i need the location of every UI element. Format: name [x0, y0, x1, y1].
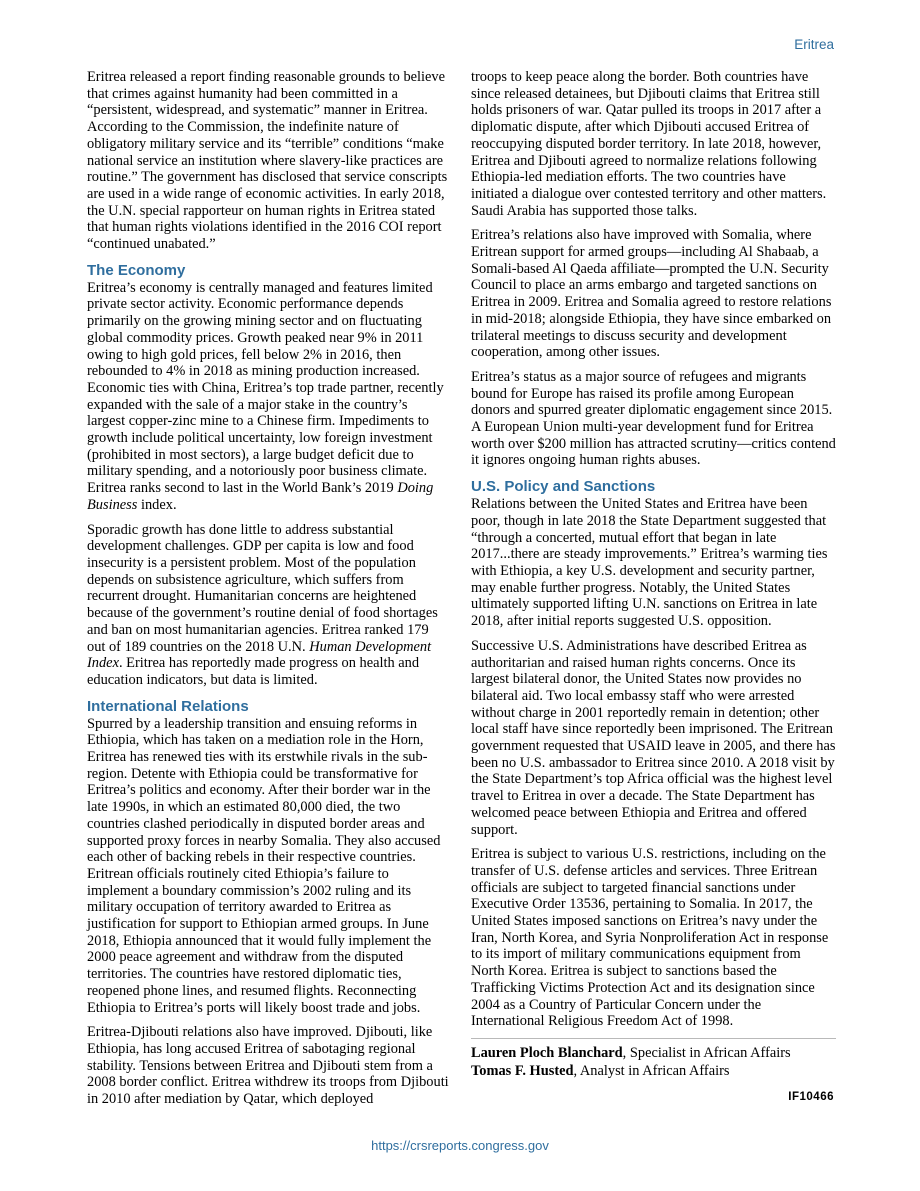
- paragraph-refugees: Eritrea’s status as a major source of refugees and migrants bound for Europe has raised its profile among European donors and spurred greater diplomatic engagement since 2015. A European Union multi-year development fund for Eritrea worth over $200 million has attracted scrutiny—critics contend it ignores ongoing human rights abuses.: [471, 368, 836, 469]
- left-column: [87, 69, 449, 1116]
- author-name: Tomas F. Husted: [471, 1062, 574, 1079]
- heading-economy: The Economy: [87, 261, 186, 279]
- author-line: [471, 1045, 836, 1062]
- author-title: , Specialist in African Affairs: [622, 1044, 791, 1061]
- paragraph-economy-2: Sporadic growth has done little to address substantial development challenges. GDP per capita is low and food insecurity is a persistent problem. Most of the population depends on subsistence agriculture, which suffers from recurrent drought. Humanitarian concerns are heightened because of the government’s routine denial of food shortages and ban on most humanitarian agencies. Eritrea ranked 179 out of 189 countries on the 2018 U.N. Human Development Index. Eritrea has reportedly made progress on health and education indicators, but data is limited.: [87, 521, 438, 688]
- paragraph-djibouti-continued: troops to keep peace along the border. Both countries have since released detainees, but Djibouti claims that Eritrea still holds prisoners of war. Qatar pulled its troops in 2017 after a diplomatic dispute, after which Djibouti accused Eritrea of reoccupying disputed border territory. In late 2018, however, Eritrea and Djibouti agreed to normalize relations following Ethiopia-led mediation efforts. The two countries have initiated a dialogue over contested territory and other matters. Saudi Arabia has supported those talks.: [471, 69, 827, 219]
- right-column: [471, 69, 836, 1080]
- paragraph-international-1: Spurred by a leadership transition and ensuing reforms in Ethiopia, which has taken on a mediation role in the Horn, Eritrea has renewed ties with its erstwhile rivals in the sub-region. Detente with Ethiopia could be transformative for Eritrea’s politics and economy. After their border war in the late 1990s, in which an estimated 80,000 died, the two countries clashed periodically in disputed border areas and supported proxy forces in nearby Somalia. They also accused each other of backing rebels in their respective countries. Eritrean officials routinely cited Ethiopia’s failure to implement a boundary commission’s 2002 ruling and its military occupation of territory awarded to Eritrea as justification for support to Ethiopian armed groups. In June 2018, Ethiopia announced that it would fully implement the 2000 peace agreement and withdraw from the disputed territories. The countries have restored diplomatic ties, reopened phone lines, and resumed flights. Reconnecting Ethiopia to Eritrea’s ports will likely boost trade and jobs.: [87, 715, 441, 1016]
- author-divider: [471, 1038, 836, 1039]
- author-title: , Analyst in African Affairs: [573, 1062, 730, 1079]
- heading-us-policy: U.S. Policy and Sanctions: [471, 478, 656, 496]
- paragraph-economy-1: Eritrea’s economy is centrally managed and features limited private sector activity. Economic performance depends primarily on the growing mining sector and on fluctuating global commodity prices. Growth peaked near 9% in 2011 owing to high gold prices, fell below 2% in 2016, then rebounded to 4% in 2018 as mining production increased. Economic ties with China, Eritrea’s top trade partner, recently expanded with the sale of a major stake in the country’s largest copper-zinc mine to a Chinese firm. Impediments to growth include political uncertainty, low foreign investment (prohibited in most sectors), a large budget deficit due to military spending, and a notoriously poor business climate. Eritrea ranks second to last in the World Bank’s 2019 Doing Business index.: [87, 279, 444, 513]
- running-head: Eritrea: [794, 37, 834, 52]
- author-line: [471, 1063, 836, 1080]
- paragraph-intro: Eritrea released a report finding reasonable grounds to believe that crimes against humanity had been committed in a “persistent, widespread, and systematic” manner in Eritrea. According to the Commission, the indefinite nature of obligatory military service and its “terrible” conditions “make national service an institution where slavery-like practices are routine.” The government has disclosed that service conscripts are used in a wide range of economic activities. In early 2018, the U.N. special rapporteur on human rights in Eritrea stated that human rights violations identified in the 2016 COI report “continued unabated.”: [87, 69, 448, 253]
- paragraph-international-2: Eritrea-Djibouti relations also have improved. Djibouti, like Ethiopia, has long accused Eritrea of sabotaging regional stability. Tensions between Eritrea and Djibouti stem from a 2008 border conflict. Eritrea withdrew its troops from Djibouti in 2010 after mediation by Qatar, which deployed: [87, 1024, 449, 1108]
- paragraph-us-policy-1: Relations between the United States and Eritrea have been poor, though in late 2018 the State Department suggested that “through a concerted, mutual effort that began in late 2017...there are steady improvements.” Eritrea’s warming ties with Ethiopia, a key U.S. development and security partner, may enable further progress. Notably, the United States ultimately supported lifting U.N. sanctions on Eritrea in late 2018, after initial reports suggested U.S. opposition.: [471, 496, 828, 630]
- italic-doing-business: Doing Business: [87, 480, 434, 513]
- heading-international-relations: International Relations: [87, 697, 249, 715]
- document-id: IF10466: [788, 1091, 834, 1103]
- italic-hdi: Human Development Index: [87, 638, 432, 672]
- author-name: Lauren Ploch Blanchard: [471, 1044, 623, 1061]
- paragraph-somalia: Eritrea’s relations also have improved with Somalia, where Eritrean support for armed groups—including Al Shabaab, a Somali-based Al Qaeda affiliate—prompted the U.N. Security Council to place an arms embargo and targeted sanctions on Eritrea in 2009. Eritrea and Somalia agreed to restore relations in mid-2018; alongside Ethiopia, they have since embarked on trilateral meetings to discuss security and development cooperation, among other issues.: [471, 227, 832, 361]
- paragraph-us-policy-3: Eritrea is subject to various U.S. restrictions, including on the transfer of U.S. defense articles and services. Three Eritrean officials are subject to targeted financial sanctions under Executive Order 13536, pertaining to Somalia. In 2017, the United States imposed sanctions on Eritrea’s navy under the Iran, North Korea, and Syria Nonproliferation Act in response to its import of military communications equipment from North Korea. Eritrea is subject to sanctions based the Trafficking Victims Protection Act and its designation since 2004 as a Country of Particular Concern under the International Religious Freedom Act of 1998.: [471, 846, 829, 1030]
- paragraph-us-policy-2: Successive U.S. Administrations have described Eritrea as authoritarian and raised human rights concerns. Once its largest bilateral donor, the United States now provides no bilateral aid. Two local embassy staff who were arrested without charge in 2001 reportedly remain in detention; other local staff have since reportedly been imprisoned. The Eritrean government requested that USAID leave in 2005, and there has been no U.S. ambassador to Eritrea since 2010. A 2018 visit by the State Department’s top Africa official was the highest level travel to Eritrea in over a decade. The State Department has welcomed peace between Ethiopia and Eritrea and offered support.: [471, 637, 836, 838]
- footer-link[interactable]: https://crsreports.congress.gov: [371, 1138, 549, 1153]
